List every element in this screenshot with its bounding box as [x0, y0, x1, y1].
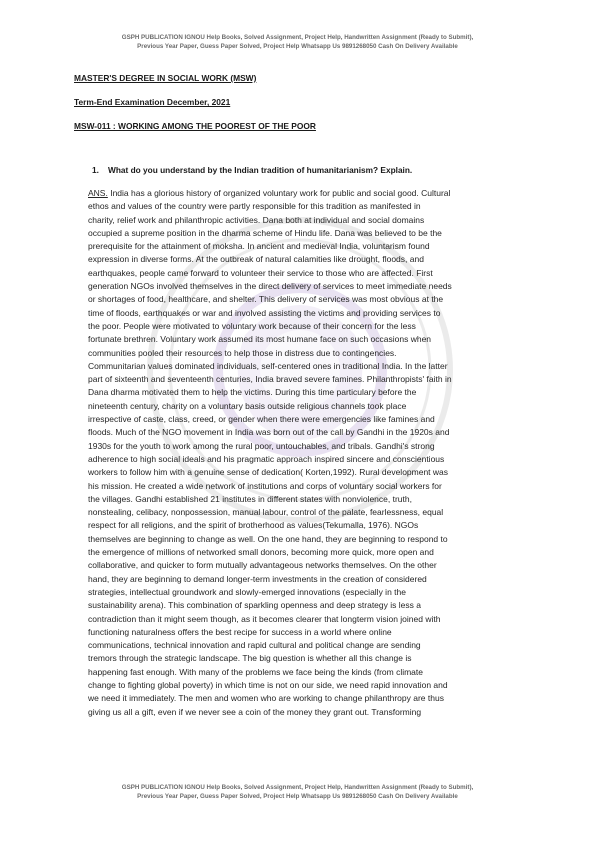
- answer-line: Communitarian values dominated individuals, self-centered ones in traditional India. In the latter: [88, 360, 448, 371]
- answer-line: happening fast enough. With many of the problems we face being the kinds (from climate: [88, 666, 423, 677]
- answer-line: communications, technical innovation and rapid cultural and political change are sending: [88, 640, 421, 651]
- answer-line: giving us all a gift, even if we never see a coin of the money they grant out. Transforming: [88, 706, 422, 717]
- question-number: 1.: [92, 165, 99, 175]
- answer-line: adherence to high social ideals and his pragmatic approach inspired sincere and conscientious: [88, 453, 445, 464]
- answer-line: workers to follow him with a genuine sense of dedication( Korten,1992). Rural development was: [88, 467, 449, 478]
- answer-first-line-text: India has a glorious history of organized voluntary work for public and social good. Cultural: [110, 188, 451, 198]
- answer-line: part of sixteenth and seventeenth centuries, India braved severe famines. Philanthropists' faith in: [88, 374, 452, 385]
- answer-body: [88, 187, 538, 719]
- answer-line: prerequisite for the attainment of moksha. In ancient and medieval India, voluntarism found: [88, 241, 430, 252]
- answer-line: the poor. People were motivated to voluntary work because of their concern for the less: [88, 320, 416, 331]
- answer-line: strategies, intellectual groundwork and slowly-emerged innovations (especially in the: [88, 586, 406, 597]
- answer-line: themselves are beginning to change as well. On the one hand, they are beginning to respond to: [88, 533, 448, 544]
- header-line-1: GSPH PUBLICATION IGNOU Help Books, Solved Assignment, Project Help, Handwritten Assignment (Ready to Submit),: [121, 34, 474, 41]
- exam-title: Term-End Examination December, 2021: [74, 97, 231, 107]
- answer-line: nineteenth century, charity on a voluntary basis outside religious channels took place: [88, 400, 407, 411]
- answer-line: Dana dharma motivated them to help the victims. During this time particulary before the: [88, 387, 417, 398]
- question: [92, 165, 412, 176]
- answer-line: contradiction than it might seem though, as it becomes clearer that longterm vision joined with: [88, 613, 441, 624]
- answer-line: the villages. Gandhi established 21 institutes in different states with nonviolence, truth,: [88, 493, 412, 504]
- answer-label: ANS.: [88, 188, 108, 198]
- answer-line: irrespective of caste, class, creed, or gender when there were emergencies like famines and: [88, 414, 435, 425]
- answer-line: time of floods, earthquakes or war and involved assisting the victims and providing services to: [88, 307, 441, 318]
- answer-line: or shortages of food, healthcare, and shelter. This delivery of services was most obvious at the: [88, 294, 444, 305]
- answer-line: the emergence of millions of networked small donors, becoming more quick, more open and: [88, 547, 434, 558]
- answer-line: 1930s for the youth to work among the rural poor, untouchables, and tribals. Gandhi's strong: [88, 440, 435, 451]
- answer-line: tremors through the strategic landscape. The big question is whether all this change is: [88, 653, 412, 664]
- answer-line: sustainability arena). This combination of sparkling openness and deep strategy is less a: [88, 600, 421, 611]
- answer-line: change to fighting global poverty) in which time is not on our side, we need rapid innovation and: [88, 679, 448, 690]
- header-line-2: Previous Year Paper, Guess Paper Solved, Project Help Whatsapp Us 9891268050 Cash On Delivery Available: [137, 43, 458, 50]
- degree-title: MASTER'S DEGREE IN SOCIAL WORK (MSW): [74, 73, 257, 83]
- answer-line: occupied a supreme position in the dharma scheme of Hindu life. Dana was believed to be the: [88, 227, 442, 238]
- answer-line: communities pooled their resources to help those in distress due to contingencies.: [88, 347, 397, 358]
- page-header: [0, 33, 595, 51]
- footer-line-2: Previous Year Paper, Guess Paper Solved, Project Help Whatsapp Us 9891268050 Cash On Delivery Available: [137, 793, 458, 800]
- answer-line: functioning naturalness offers the best recipe for success in a world where online: [88, 626, 392, 637]
- answer-line: generation NGOs involved themselves in the direct delivery of services to meet immediate needs: [88, 281, 452, 292]
- answer-line: we need it immediately. The men and women who are working to change philanthropy are thus: [88, 693, 444, 704]
- answer-line: nonstealing, celibacy, nonpossession, manual labour, control of the palate, fearlessness, equal: [88, 507, 444, 518]
- answer-line: fortunate brethren. Voluntary work assumed its most humane face on such occasions when: [88, 334, 432, 345]
- footer-line-1: GSPH PUBLICATION IGNOU Help Books, Solved Assignment, Project Help, Handwritten Assignment (Ready to Submit),: [121, 784, 474, 791]
- answer-line: floods. Much of the NGO movement in India was born out of the call by Gandhi in the 1920s and: [88, 427, 450, 438]
- answer-line: expression in diverse forms. At the outbreak of natural calamities like drought, floods, and: [88, 254, 424, 265]
- answer-line: [88, 187, 538, 200]
- answer-line: collaborative, and quicker to form mutually advantageous networks themselves. On the other: [88, 560, 437, 571]
- answer-line: ethos and values of the country were partly responsible for this tradition as manifested in: [88, 201, 421, 212]
- answer-line: respect for all religions, and the spirit of brotherhood as values(Tekumalla, 1976). NGOs: [88, 520, 419, 531]
- question-text: What do you understand by the Indian tradition of humanitarianism? Explain.: [108, 165, 413, 175]
- answer-line: charity, relief work and philanthropic activities. Dana both at individual and social domains: [88, 214, 425, 225]
- page-footer: [0, 783, 595, 801]
- answer-line: earthquakes, people came forward to volunteer their service to those who are affected. First: [88, 267, 433, 278]
- answer-line: his mission. He created a wide network of institutions and corps of voluntary social workers for: [88, 480, 442, 491]
- course-title: MSW-011 : WORKING AMONG THE POOREST OF THE POOR: [74, 121, 316, 131]
- answer-line: hand, they are beginning to demand longer-term investments in the creation of considered: [88, 573, 427, 584]
